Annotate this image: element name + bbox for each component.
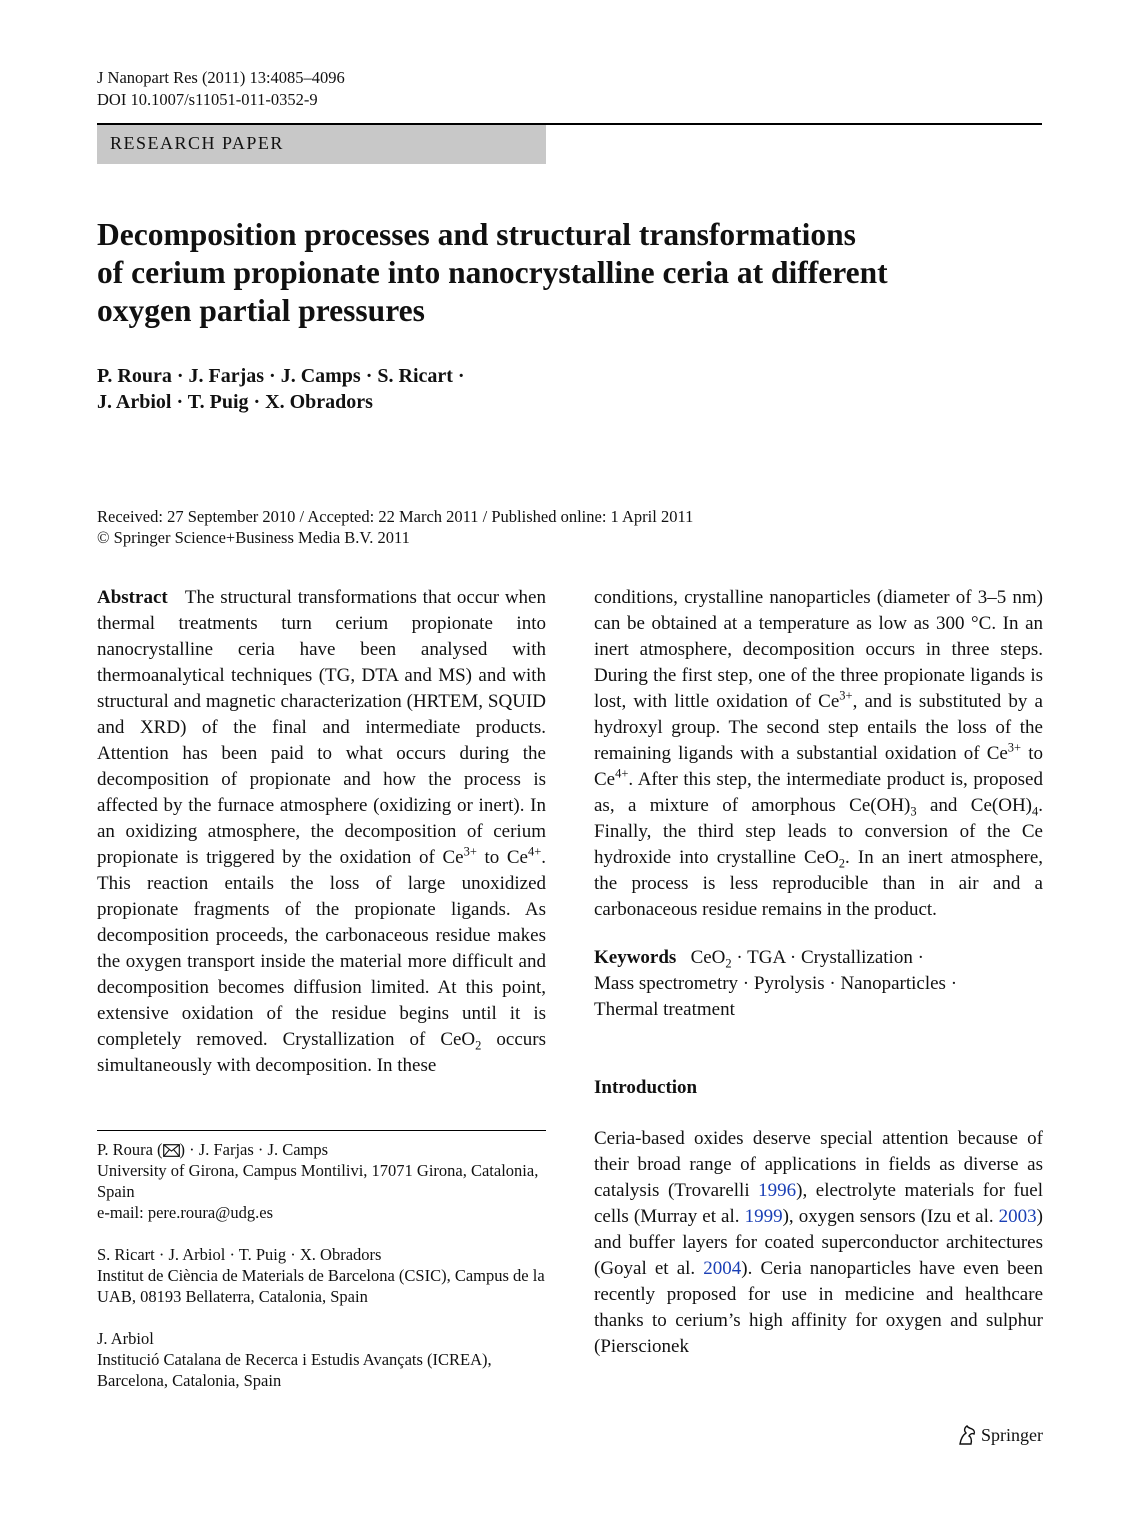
affiliation-2 — [97, 1244, 546, 1307]
text-run: and Ce(OH) — [916, 795, 1032, 816]
title-line: of cerium propionate into nanocrystalline ceria at different — [97, 255, 888, 290]
section-band — [97, 125, 546, 164]
abstract-left-column — [97, 585, 546, 1079]
title-line: oxygen partial pressures — [97, 293, 425, 328]
institution: Institució Catalana de Recerca i Estudis Avançats (ICREA), Barcelona, Catalonia, Spain — [97, 1350, 492, 1390]
superscript: 3+ — [463, 844, 477, 859]
keyword: Mass spectrometry · Pyrolysis · Nanoparticles · — [594, 973, 958, 994]
text-run: . After this step, the intermediate product is, proposed as, a mixture of amorphous Ce(OH) — [594, 769, 1043, 816]
citation-link[interactable]: 2003 — [998, 1206, 1037, 1227]
affiliations — [97, 1139, 546, 1412]
springer-horse-icon — [957, 1424, 977, 1446]
text-run: occurs simultaneously with decomposition. In these — [97, 1029, 546, 1076]
superscript: 4+ — [527, 844, 542, 859]
abstract-label: Abstract — [97, 587, 168, 608]
text-run: ), electrolyte materials for fuel cells (Murray et al. — [594, 1180, 1043, 1227]
institution: University of Girona, Campus Montilivi, 17071 Girona, Catalonia, Spain — [97, 1161, 539, 1201]
keywords — [594, 945, 1043, 1023]
text-run: ), oxygen sensors (Izu et al. — [782, 1206, 999, 1227]
text-run: . Finally, the third step leads to conversion of the Ce hydroxide into crystalline CeO — [594, 795, 1043, 868]
superscript: 3+ — [839, 688, 853, 703]
author-line: J. Arbiol · T. Puig · X. Obradors — [97, 391, 373, 413]
citation-link[interactable]: 2004 — [703, 1258, 742, 1279]
author-list — [97, 363, 797, 415]
superscript: 3+ — [1007, 740, 1022, 755]
subscript: 2 — [838, 856, 846, 871]
affiliation-3 — [97, 1328, 546, 1391]
title-line: Decomposition processes and structural transformations — [97, 217, 856, 252]
history-dates: Received: 27 September 2010 / Accepted: 22 March 2011 / Published online: 1 April 2011 — [97, 507, 694, 526]
subscript: 4 — [1032, 804, 1039, 819]
envelope-icon — [163, 1144, 180, 1157]
journal-citation: J Nanopart Res (2011) 13:4085–4096 — [97, 68, 345, 87]
text-run: ) and buffer layers for coated superconductor architectures (Goyal et al. — [594, 1206, 1043, 1279]
footnote-rule — [97, 1130, 546, 1131]
abstract-continued — [594, 585, 1043, 923]
text-run: . In an inert atmosphere, the process is less reproducible than in air and a carbonaceous residue remains in the product. — [594, 847, 1044, 920]
publisher-logo — [957, 1424, 1043, 1446]
introduction-heading: Introduction — [594, 1077, 698, 1098]
keywords-label: Keywords — [594, 947, 677, 968]
journal-header — [97, 67, 345, 111]
text-run: P. Roura ( — [97, 1140, 163, 1159]
text-run: S. Ricart · J. Arbiol · T. Puig · X. Obradors — [97, 1245, 382, 1264]
abstract-text — [97, 585, 546, 1079]
section-label: RESEARCH PAPER — [110, 133, 284, 153]
right-column — [594, 585, 1043, 1360]
keyword: Thermal treatment — [594, 999, 735, 1020]
keyword: CeO — [690, 947, 726, 968]
publisher-name: Springer — [981, 1424, 1043, 1445]
affiliation-1 — [97, 1139, 546, 1223]
paper-title — [97, 216, 997, 330]
subscript: 2 — [475, 1038, 482, 1053]
introduction-text — [594, 1126, 1043, 1360]
text-run: The structural transformations that occur when thermal treatments turn cerium propionate into nanocrystalline ceria have been analysed with thermoanalytical techniques (TG, DTA and MS) and with structural and magnetic characterization (HRTEM, SQUID and XRD) of the final and intermediate products. Attention has been paid to what occurs during the decomposition of propionate and how the process is affected by the furnace atmosphere (oxidizing or inert). In an oxidizing atmosphere, the decomposition of cerium propionate is triggered by the oxidation of Ce — [97, 587, 546, 868]
doi: DOI 10.1007/s11051-011-0352-9 — [97, 90, 318, 109]
text-run: . This reaction entails the loss of large unoxidized propionate fragments of the propionate ligands. As decomposition proceeds, the carbonaceous residue makes the oxygen transport inside the material more difficult and decomposition becomes diffusion limited. At this point, extensive oxidation of the residue begins until it is completely removed. Crystallization of CeO — [97, 847, 547, 1050]
text-run: , and is substituted by a hydroxyl group. The second step entails the loss of the remaining ligands with a substantial oxidation of Ce — [594, 691, 1043, 764]
article-history — [97, 506, 997, 548]
text-run: conditions, crystalline nanoparticles (diameter of 3–5 nm) can be obtained at a temperature as low as 300 °C. In an inert atmosphere, decomposition occurs in three steps. During the first step, one of the three propionate ligands is lost, with little oxidation of Ce — [594, 587, 1043, 712]
keyword: · TGA · Crystallization · — [731, 947, 924, 968]
institution: Institut de Ciència de Materials de Barcelona (CSIC), Campus de la UAB, 08193 Bellaterra, Catalonia, Spain — [97, 1266, 545, 1306]
superscript: 4+ — [615, 766, 629, 781]
text-run: to Ce — [476, 847, 528, 868]
citation-link[interactable]: 1996 — [758, 1180, 797, 1201]
subscript: 2 — [725, 956, 732, 971]
copyright: © Springer Science+Business Media B.V. 2011 — [97, 528, 410, 547]
text-run: Ceria-based oxides deserve special attention because of their broad range of applications in fields as diverse as catalysis (Trovarelli — [594, 1128, 1043, 1201]
text-run: ). Ceria nanoparticles have even been recently proposed for use in medicine and healthcare thanks to cerium’s high affinity for oxygen and sulphur (Pierscionek — [594, 1258, 1043, 1357]
subscript: 3 — [910, 804, 917, 819]
email-link[interactable]: e-mail: pere.roura@udg.es — [97, 1203, 273, 1222]
citation-link[interactable]: 1999 — [744, 1206, 783, 1227]
text-run: J. Arbiol — [97, 1329, 154, 1348]
text-run: to Ce — [594, 743, 1043, 790]
text-run: ) · J. Farjas · J. Camps — [179, 1140, 329, 1159]
author-line: P. Roura · J. Farjas · J. Camps · S. Ricart · — [97, 365, 465, 387]
